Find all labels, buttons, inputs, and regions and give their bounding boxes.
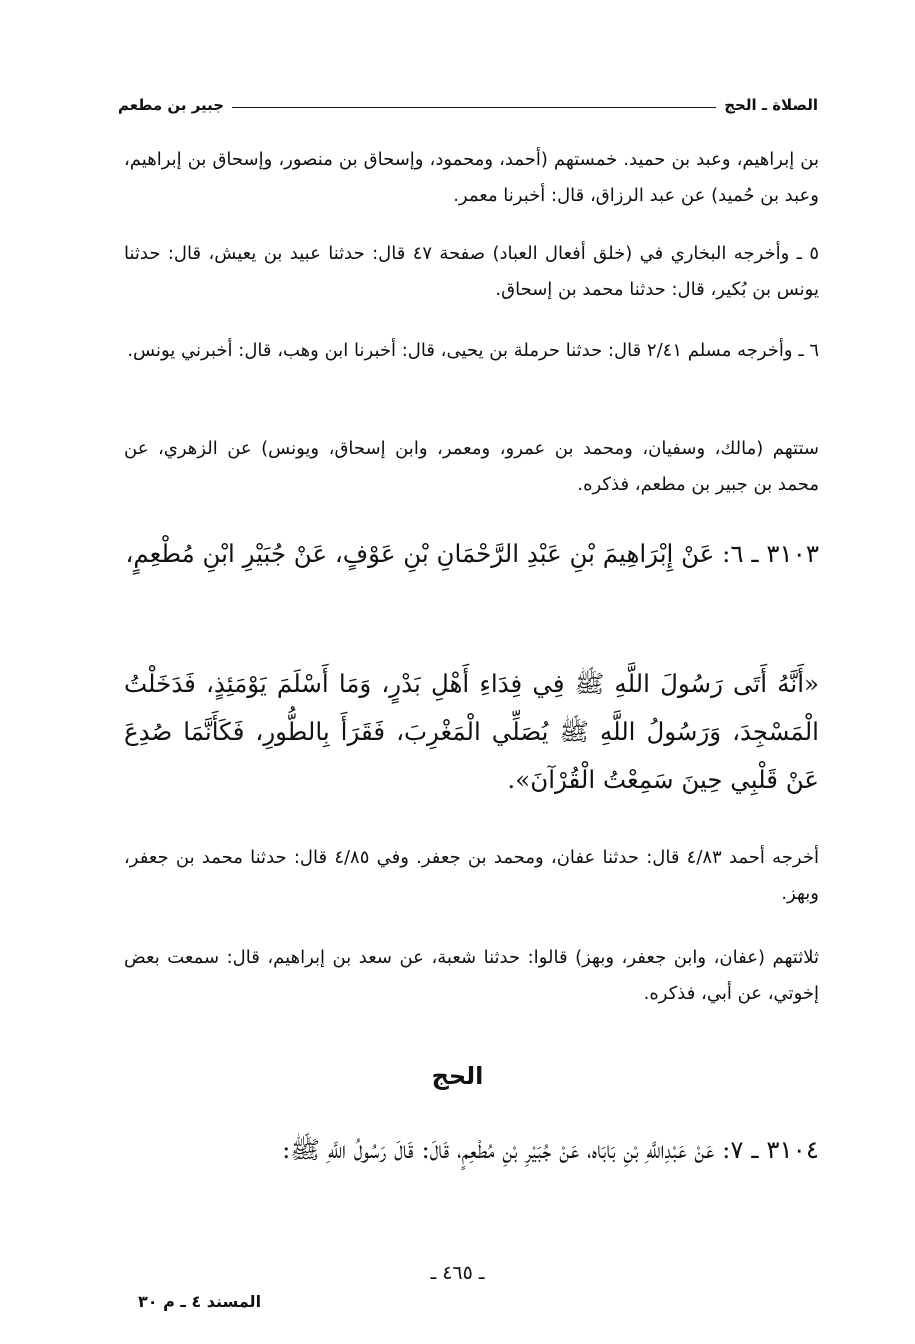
- section-heading: الحج: [431, 1062, 484, 1090]
- hadith-matn: «أَنَّهُ أَتَى رَسُولَ اللَّهِ ﷺ فِي فِدَاءِ أَهْلِ بَدْرٍ، وَمَا أَسْلَمَ يَوْمَئِذٍ، فَدَخَلْتُ الْمَسْجِدَ، وَرَسُولُ اللَّهِ ﷺ يُصَلِّي الْمَغْرِبَ، فَقَرَأَ بِالطُّورِ، فَكَأَنَّمَا صُدِعَ عَنْ قَلْبِي حِينَ سَمِعْتُ الْقُرْآنَ».: [124, 669, 819, 794]
- takhrij-paragraph: ثلاثتهم (عفان، وابن جعفر، وبهز) قالوا: حدثنا شعبة، عن سعد بن إبراهيم، قال: سمعت بعض إخوتي، عن أبي، فذكره.: [124, 947, 819, 1004]
- takhrij-paragraph: أخرجه أحمد ٤/٨٣ قال: حدثنا عفان، ومحمد بن جعفر. وفي ٤/٨٥ قال: حدثنا محمد بن جعفر، وبهز.: [124, 847, 819, 904]
- header-rule: [232, 107, 716, 108]
- header-section-title: الصلاة ـ الحج: [724, 96, 818, 114]
- hadith-isnad: ٣١٠٤ ـ ٧: عَنْ عَبْدِاللَّهِ بْنِ بَابَاه، عَنْ جُبَيْرِ بْنِ مُطْعِمٍ، قَالَ: قَالَ رَسُولُ اللَّهِ ﷺ:: [282, 1135, 819, 1164]
- header-narrator-name: جبير بن مطعم: [118, 96, 225, 114]
- running-header: [118, 88, 818, 114]
- printer-signature: المسند ٤ ـ م ٣٠: [138, 1292, 262, 1311]
- hadith-isnad: ٣١٠٣ ـ ٦: عَنْ إِبْرَاهِيمَ بْنِ عَبْدِ الرَّحْمَانِ بْنِ عَوْفٍ، عَنْ جُبَيْرِ ابْنِ مُطْعِمٍ،: [125, 539, 819, 568]
- note-paragraph: ستتهم (مالك، وسفيان، ومحمد بن عمرو، ومعمر، وابن إسحاق، ويونس) عن الزهري، عن محمد بن جبير بن مطعم، فذكره.: [124, 438, 819, 495]
- note-paragraph: بن إبراهيم، وعبد بن حميد. خمستهم (أحمد، ومحمود، وإسحاق بن منصور، وإسحاق بن إبراهيم، وعبد بن حُميد) عن عبد الرزاق، قال: أخبرنا معمر.: [124, 149, 819, 206]
- note-paragraph: ٥ ـ وأخرجه البخاري في (خلق أفعال العباد) صفحة ٤٧ قال: حدثنا عبيد بن يعيش، قال: حدثنا يونس بن بُكير، قال: حدثنا محمد بن إسحاق.: [124, 243, 819, 300]
- page-number: ـ ٤٦٥ ـ: [430, 1262, 485, 1284]
- note-paragraph: ٦ ـ وأخرجه مسلم ٢/٤١ قال: حدثنا حرملة بن يحيى، قال: أخبرنا ابن وهب، قال: أخبرني يونس.: [127, 340, 819, 361]
